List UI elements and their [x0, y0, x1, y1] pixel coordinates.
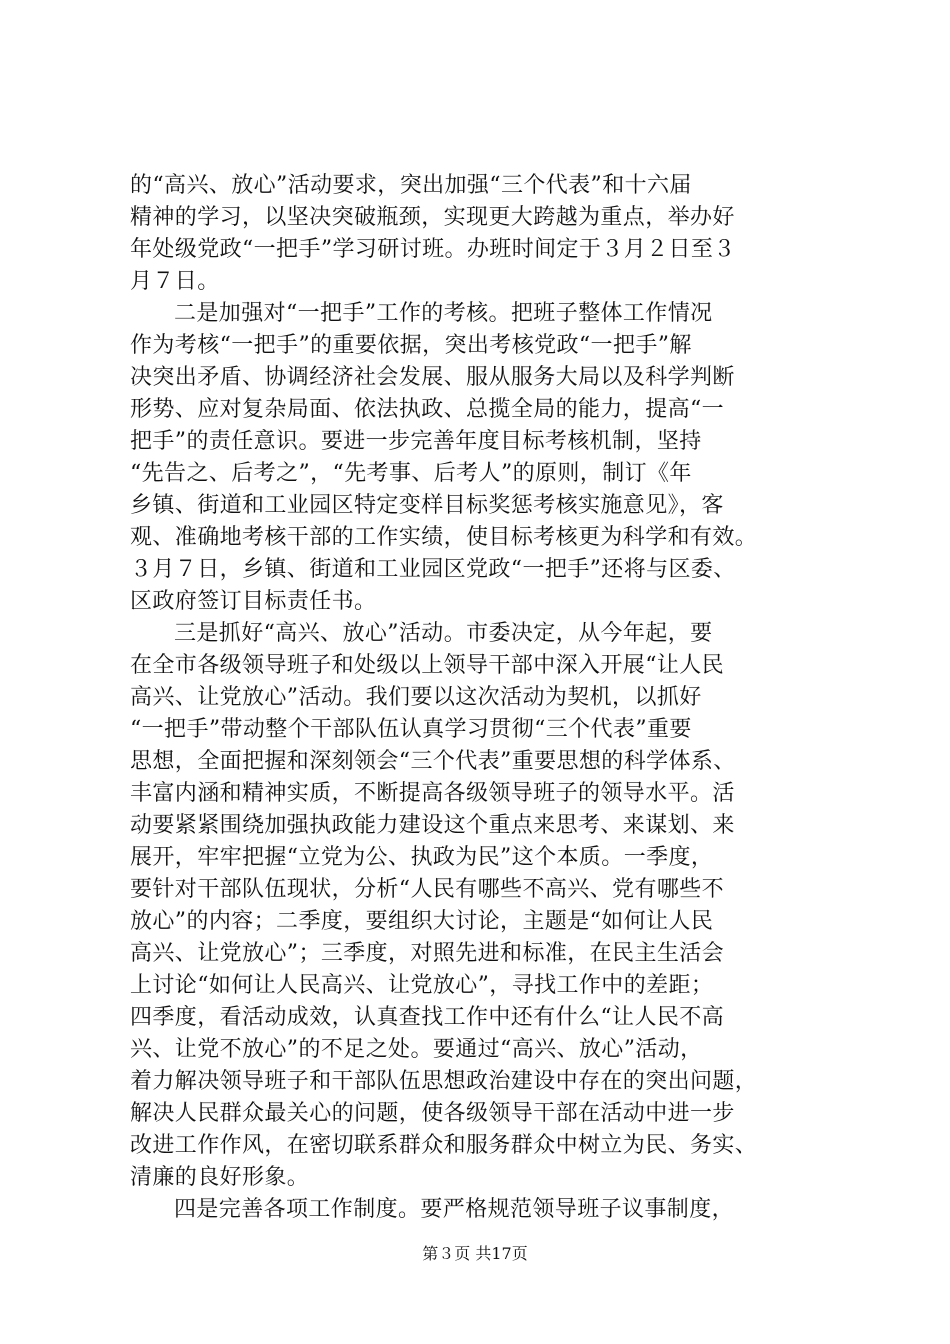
text-line: ３月７日，乡镇、街道和工业园区党政“一把手”还将与区委、 [130, 557, 736, 582]
text-line: 高兴、让党放心”活动。我们要以这次活动为契机，以抓好 [130, 685, 702, 710]
text-line: 区政府签订目标责任书。 [130, 589, 377, 614]
text-line: 精神的学习，以坚决突破瓶颈，实现更大跨越为重点，举办好 [130, 205, 735, 230]
text-line: 观、准确地考核干部的工作实绩，使目标考核更为科学和有效。 [130, 525, 758, 550]
text-line: 四季度，看活动成效，认真查找工作中还有什么“让人民不高 [130, 1005, 725, 1030]
text-line: 月７日。 [130, 269, 220, 294]
text-line: “先告之、后考之”，“先考事、后考人”的原则，制订《年 [130, 461, 692, 486]
text-line: 乡镇、街道和工业园区特定变样目标奖惩考核实施意见》，客 [130, 493, 724, 518]
body-text [130, 170, 830, 1226]
text-line: 放心”的内容；二季度，要组织大讨论，主题是“如何让人民 [130, 909, 714, 934]
text-line: 动要紧紧围绕加强执政能力建设这个重点来思考、来谋划、来 [130, 813, 735, 838]
text-line: 在全市各级领导班子和处级以上领导干部中深入开展“让人民 [130, 653, 725, 678]
text-line: 的“高兴、放心”活动要求，突出加强“三个代表”和十六届 [130, 173, 692, 198]
page-number-footer: 第３页 共17页 [422, 1244, 528, 1263]
text-line: 改进工作作风，在密切联系群众和服务群众中树立为民、务实、 [130, 1133, 758, 1158]
text-line: 决突出矛盾、协调经济社会发展、服从服务大局以及科学判断 [130, 365, 735, 390]
text-line: 清廉的良好形象。 [130, 1165, 310, 1190]
text-line: 上讨论“如何让人民高兴、让党放心”，寻找工作中的差距； [130, 973, 714, 998]
text-line: 形势、应对复杂局面、依法执政、总揽全局的能力，提高“一 [130, 397, 725, 422]
text-line: 着力解决领导班子和干部队伍思想政治建设中存在的突出问题， [130, 1069, 758, 1094]
paragraph-start-line: 四是完善各项工作制度。要严格规范领导班子议事制度， [174, 1197, 735, 1222]
text-line: 把手”的责任意识。要进一步完善年度目标考核机制，坚持 [130, 429, 702, 454]
text-line: 思想，全面把握和深刻领会“三个代表”重要思想的科学体系、 [130, 749, 736, 774]
text-line: 兴、让党不放心”的不足之处。要通过“高兴、放心”活动， [130, 1037, 703, 1062]
text-line: 展开，牢牢把握“立党为公、执政为民”这个本质。一季度， [130, 845, 714, 870]
paragraph-start-line: 三是抓好“高兴、放心”活动。市委决定，从今年起，要 [174, 621, 713, 646]
text-line: “一把手”带动整个干部队伍认真学习贯彻“三个代表”重要 [130, 717, 692, 742]
text-line: 作为考核“一把手”的重要依据，突出考核党政“一把手”解 [130, 333, 692, 358]
text-line: 年处级党政“一把手”学习研讨班。办班时间定于３月２日至３ [130, 237, 736, 262]
text-line: 要针对干部队伍现状，分析“人民有哪些不高兴、党有哪些不 [130, 877, 725, 902]
text-line: 解决人民群众最关心的问题，使各级领导干部在活动中进一步 [130, 1101, 735, 1126]
text-line: 丰富内涵和精神实质，不断提高各级领导班子的领导水平。活 [130, 781, 735, 806]
text-line: 高兴、让党放心”；三季度，对照先进和标准，在民主生活会 [130, 941, 725, 966]
paragraph-start-line: 二是加强对“一把手”工作的考核。把班子整体工作情况 [174, 301, 713, 326]
